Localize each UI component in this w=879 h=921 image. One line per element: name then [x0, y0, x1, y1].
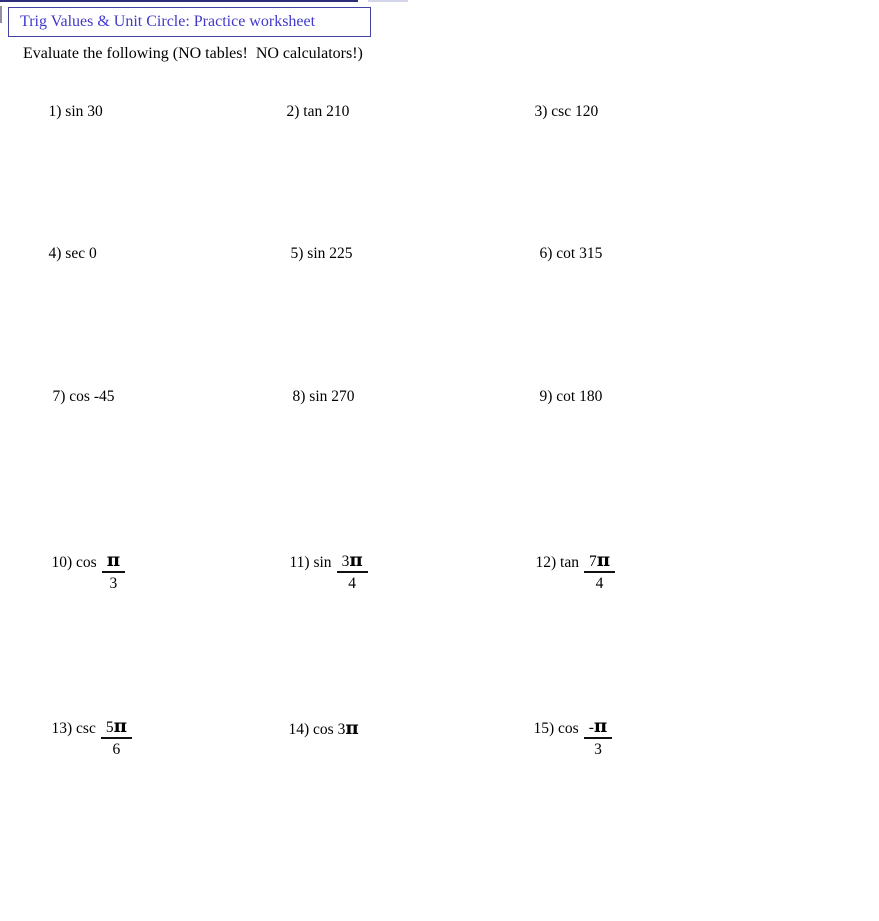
problem-13-text: 13) csc	[51, 720, 96, 737]
cropped-top-border-line-faint	[368, 0, 408, 2]
problem-15	[518, 700, 612, 777]
pi-symbol: π	[593, 716, 608, 737]
fraction-numerator: 7π	[584, 553, 615, 573]
problem-15-fraction	[584, 716, 613, 758]
fraction-denominator: 4	[348, 575, 356, 592]
fraction-denominator: 3	[594, 741, 602, 758]
worksheet-title-box	[8, 7, 371, 37]
problem-4-text: 4) sec 0	[48, 245, 97, 262]
problem-5-text: 5) sin 225	[290, 245, 353, 262]
fraction-denominator: 4	[595, 575, 604, 592]
problem-2-text: 2) tan 210	[286, 103, 350, 120]
fraction-numerator: 3π	[337, 553, 368, 573]
worksheet-title: Trig Values & Unit Circle: Practice worksheet	[20, 13, 316, 30]
problem-11-fraction	[337, 550, 368, 592]
fraction-denominator: 3	[109, 575, 118, 592]
problem-14	[273, 700, 359, 758]
problem-5	[275, 225, 353, 282]
problem-10-text: 10) cos	[51, 554, 97, 571]
problem-1-text: 1) sin 30	[48, 103, 103, 120]
pi-symbol: π	[345, 718, 359, 739]
problem-2	[271, 83, 349, 140]
problem-3-text: 3) csc 120	[534, 103, 599, 120]
problem-10-fraction	[102, 550, 125, 592]
problem-10	[36, 534, 125, 611]
problem-6	[524, 225, 602, 282]
problem-7-text: 7) cos -45	[52, 388, 115, 405]
problem-3	[519, 83, 598, 140]
problem-8-text: 8) sin 270	[292, 388, 355, 405]
problem-15-text: 15) cos	[533, 720, 579, 737]
cropped-left-border-fragment	[0, 6, 2, 23]
problem-12	[520, 534, 615, 611]
pi-symbol: π	[106, 550, 121, 571]
problem-4	[33, 225, 97, 282]
problem-14-text: 14) cos 3π	[288, 718, 359, 739]
problem-12-fraction	[584, 550, 615, 592]
problem-1	[33, 83, 103, 140]
fraction-denominator: 6	[112, 741, 121, 758]
problem-8	[277, 368, 355, 425]
fraction-numerator: -π	[584, 719, 613, 739]
cropped-top-border-line	[0, 0, 358, 2]
problem-7	[37, 368, 115, 425]
problem-6-text: 6) cot 315	[539, 245, 603, 262]
problem-9-text: 9) cot 180	[539, 388, 603, 405]
pi-symbol: π	[596, 550, 611, 571]
fraction-numerator	[102, 550, 125, 573]
problem-13	[36, 700, 132, 777]
fraction-numerator: 5π	[101, 719, 132, 739]
problem-9	[524, 368, 602, 425]
problem-11-text: 11) sin	[289, 554, 332, 571]
problem-11	[274, 534, 368, 611]
problem-13-fraction	[101, 716, 132, 758]
pi-symbol: π	[349, 550, 363, 571]
instructions-text: Evaluate the following (NO tables! NO calculators!)	[23, 45, 363, 62]
problem-12-text: 12) tan	[535, 554, 579, 571]
pi-symbol: π	[113, 716, 127, 737]
